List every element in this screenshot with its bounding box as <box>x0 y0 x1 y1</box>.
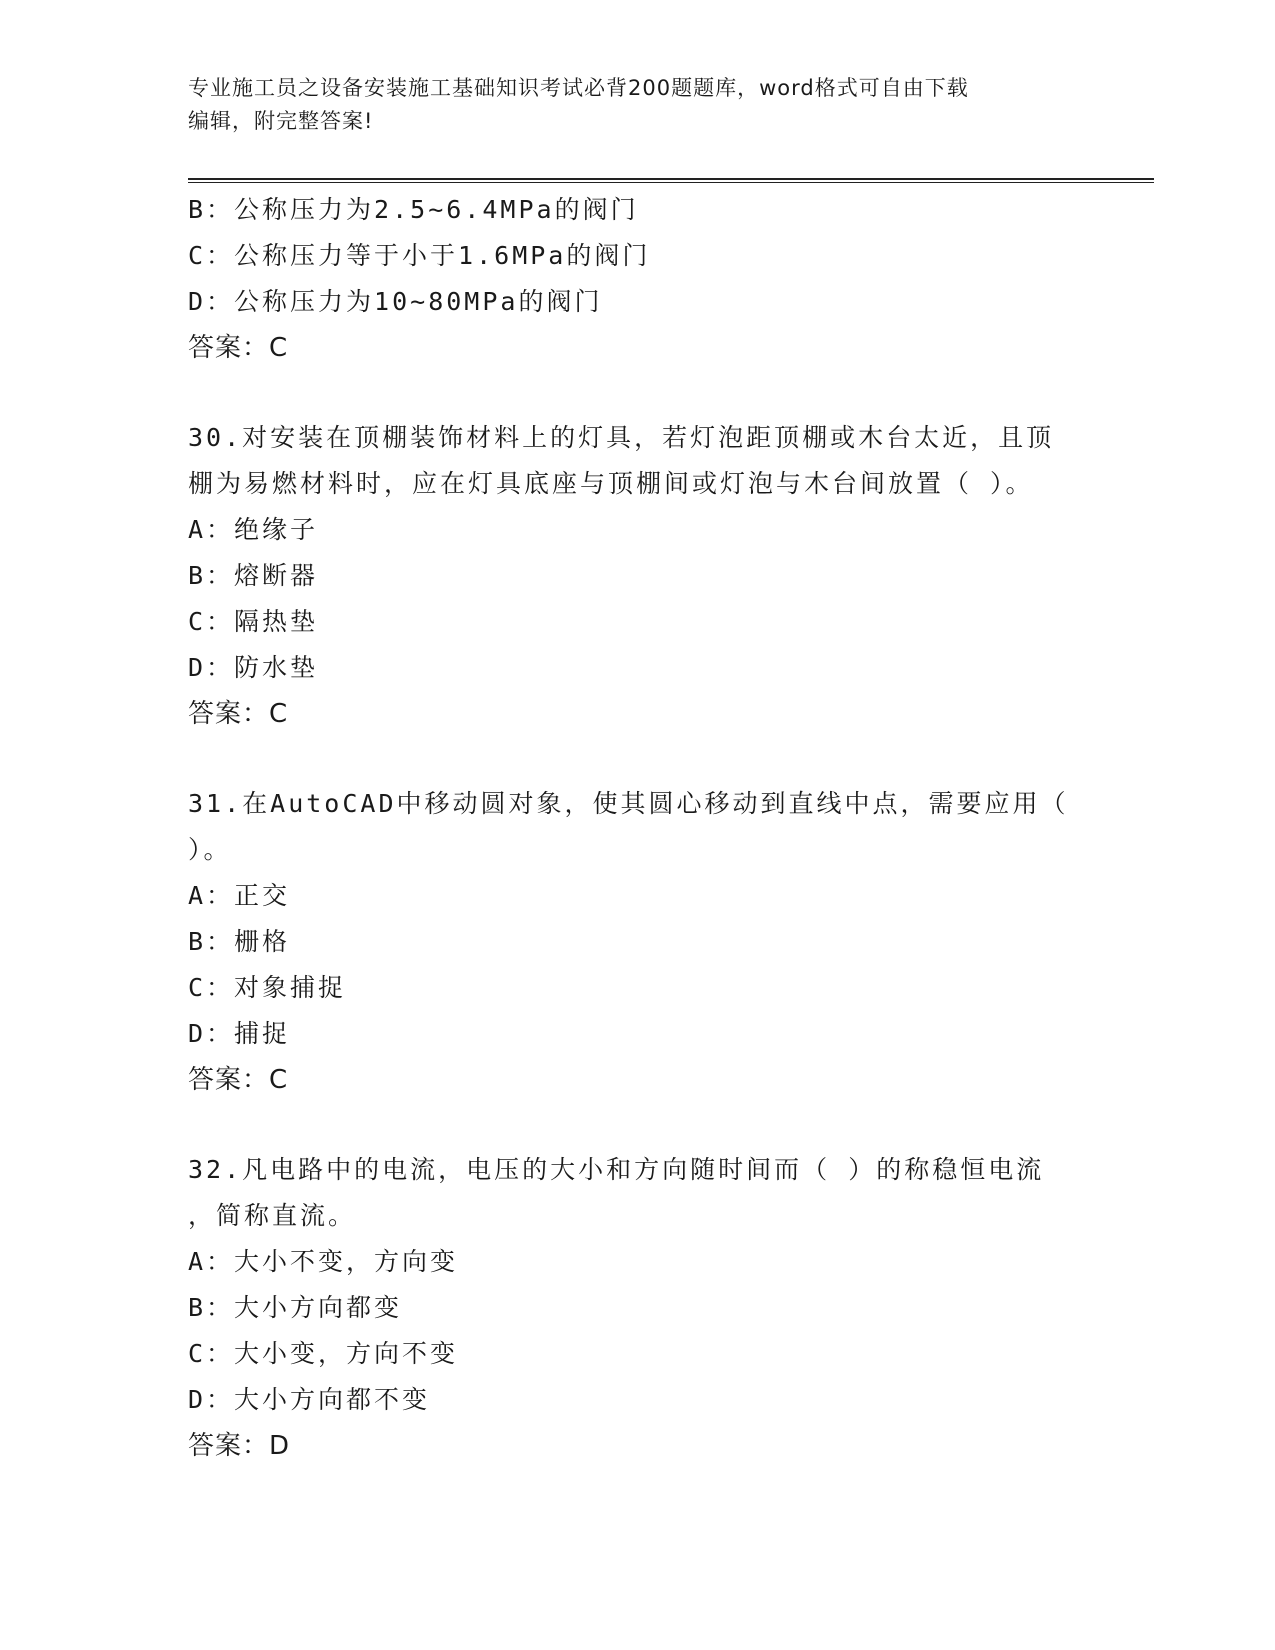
question-31 <box>188 781 1088 1103</box>
option-c: C：公称压力等于小于1.6MPa的阀门 <box>188 241 651 270</box>
question-stem-line: ）。 <box>188 835 232 864</box>
question-29-continued <box>188 187 1088 371</box>
spacer <box>188 371 1088 415</box>
option-d: D：公称压力为10~80MPa的阀门 <box>188 287 603 316</box>
option-c: C：对象捕捉 <box>188 973 347 1002</box>
option-d: D：大小方向都不变 <box>188 1385 431 1414</box>
answer: 答案：C <box>188 1065 289 1095</box>
question-stem-line: 30.对安装在顶棚装饰材料上的灯具，若灯泡距顶棚或木台太近，且顶 <box>188 423 1055 452</box>
option-c: C：隔热垫 <box>188 607 319 636</box>
option-b: B：大小方向都变 <box>188 1293 403 1322</box>
option-a: A：绝缘子 <box>188 515 319 544</box>
option-c: C：大小变，方向不变 <box>188 1339 459 1368</box>
question-stem-line: ，简称直流。 <box>188 1201 357 1230</box>
answer: 答案：D <box>188 1431 291 1461</box>
answer: 答案：C <box>188 699 289 729</box>
spacer <box>188 1103 1088 1147</box>
header-title-line-2: 编辑，附完整答案! <box>188 109 374 133</box>
answer: 答案：C <box>188 333 289 363</box>
option-b: B：熔断器 <box>188 561 319 590</box>
question-stem-line: 31.在AutoCAD中移动圆对象，使其圆心移动到直线中点，需要应用（ <box>188 789 1069 818</box>
option-a: A：正交 <box>188 881 291 910</box>
option-d: D：捕捉 <box>188 1019 291 1048</box>
question-stem-line: 32.凡电路中的电流，电压的大小和方向随时间而（ ）的称稳恒电流 <box>188 1155 1045 1184</box>
question-stem-line: 棚为易燃材料时，应在灯具底座与顶棚间或灯泡与木台间放置（ ）。 <box>188 469 1034 498</box>
header-divider <box>188 178 1154 183</box>
spacer <box>188 737 1088 781</box>
option-d: D：防水垫 <box>188 653 319 682</box>
document-header <box>188 72 1088 138</box>
option-b: B：公称压力为2.5~6.4MPa的阀门 <box>188 195 639 224</box>
document-body <box>188 187 1088 1469</box>
question-32 <box>188 1147 1088 1469</box>
header-title-line-1: 专业施工员之设备安装施工基础知识考试必背200题题库，word格式可自由下载 <box>188 76 969 100</box>
question-30 <box>188 415 1088 737</box>
option-b: B：栅格 <box>188 927 291 956</box>
option-a: A：大小不变，方向变 <box>188 1247 459 1276</box>
